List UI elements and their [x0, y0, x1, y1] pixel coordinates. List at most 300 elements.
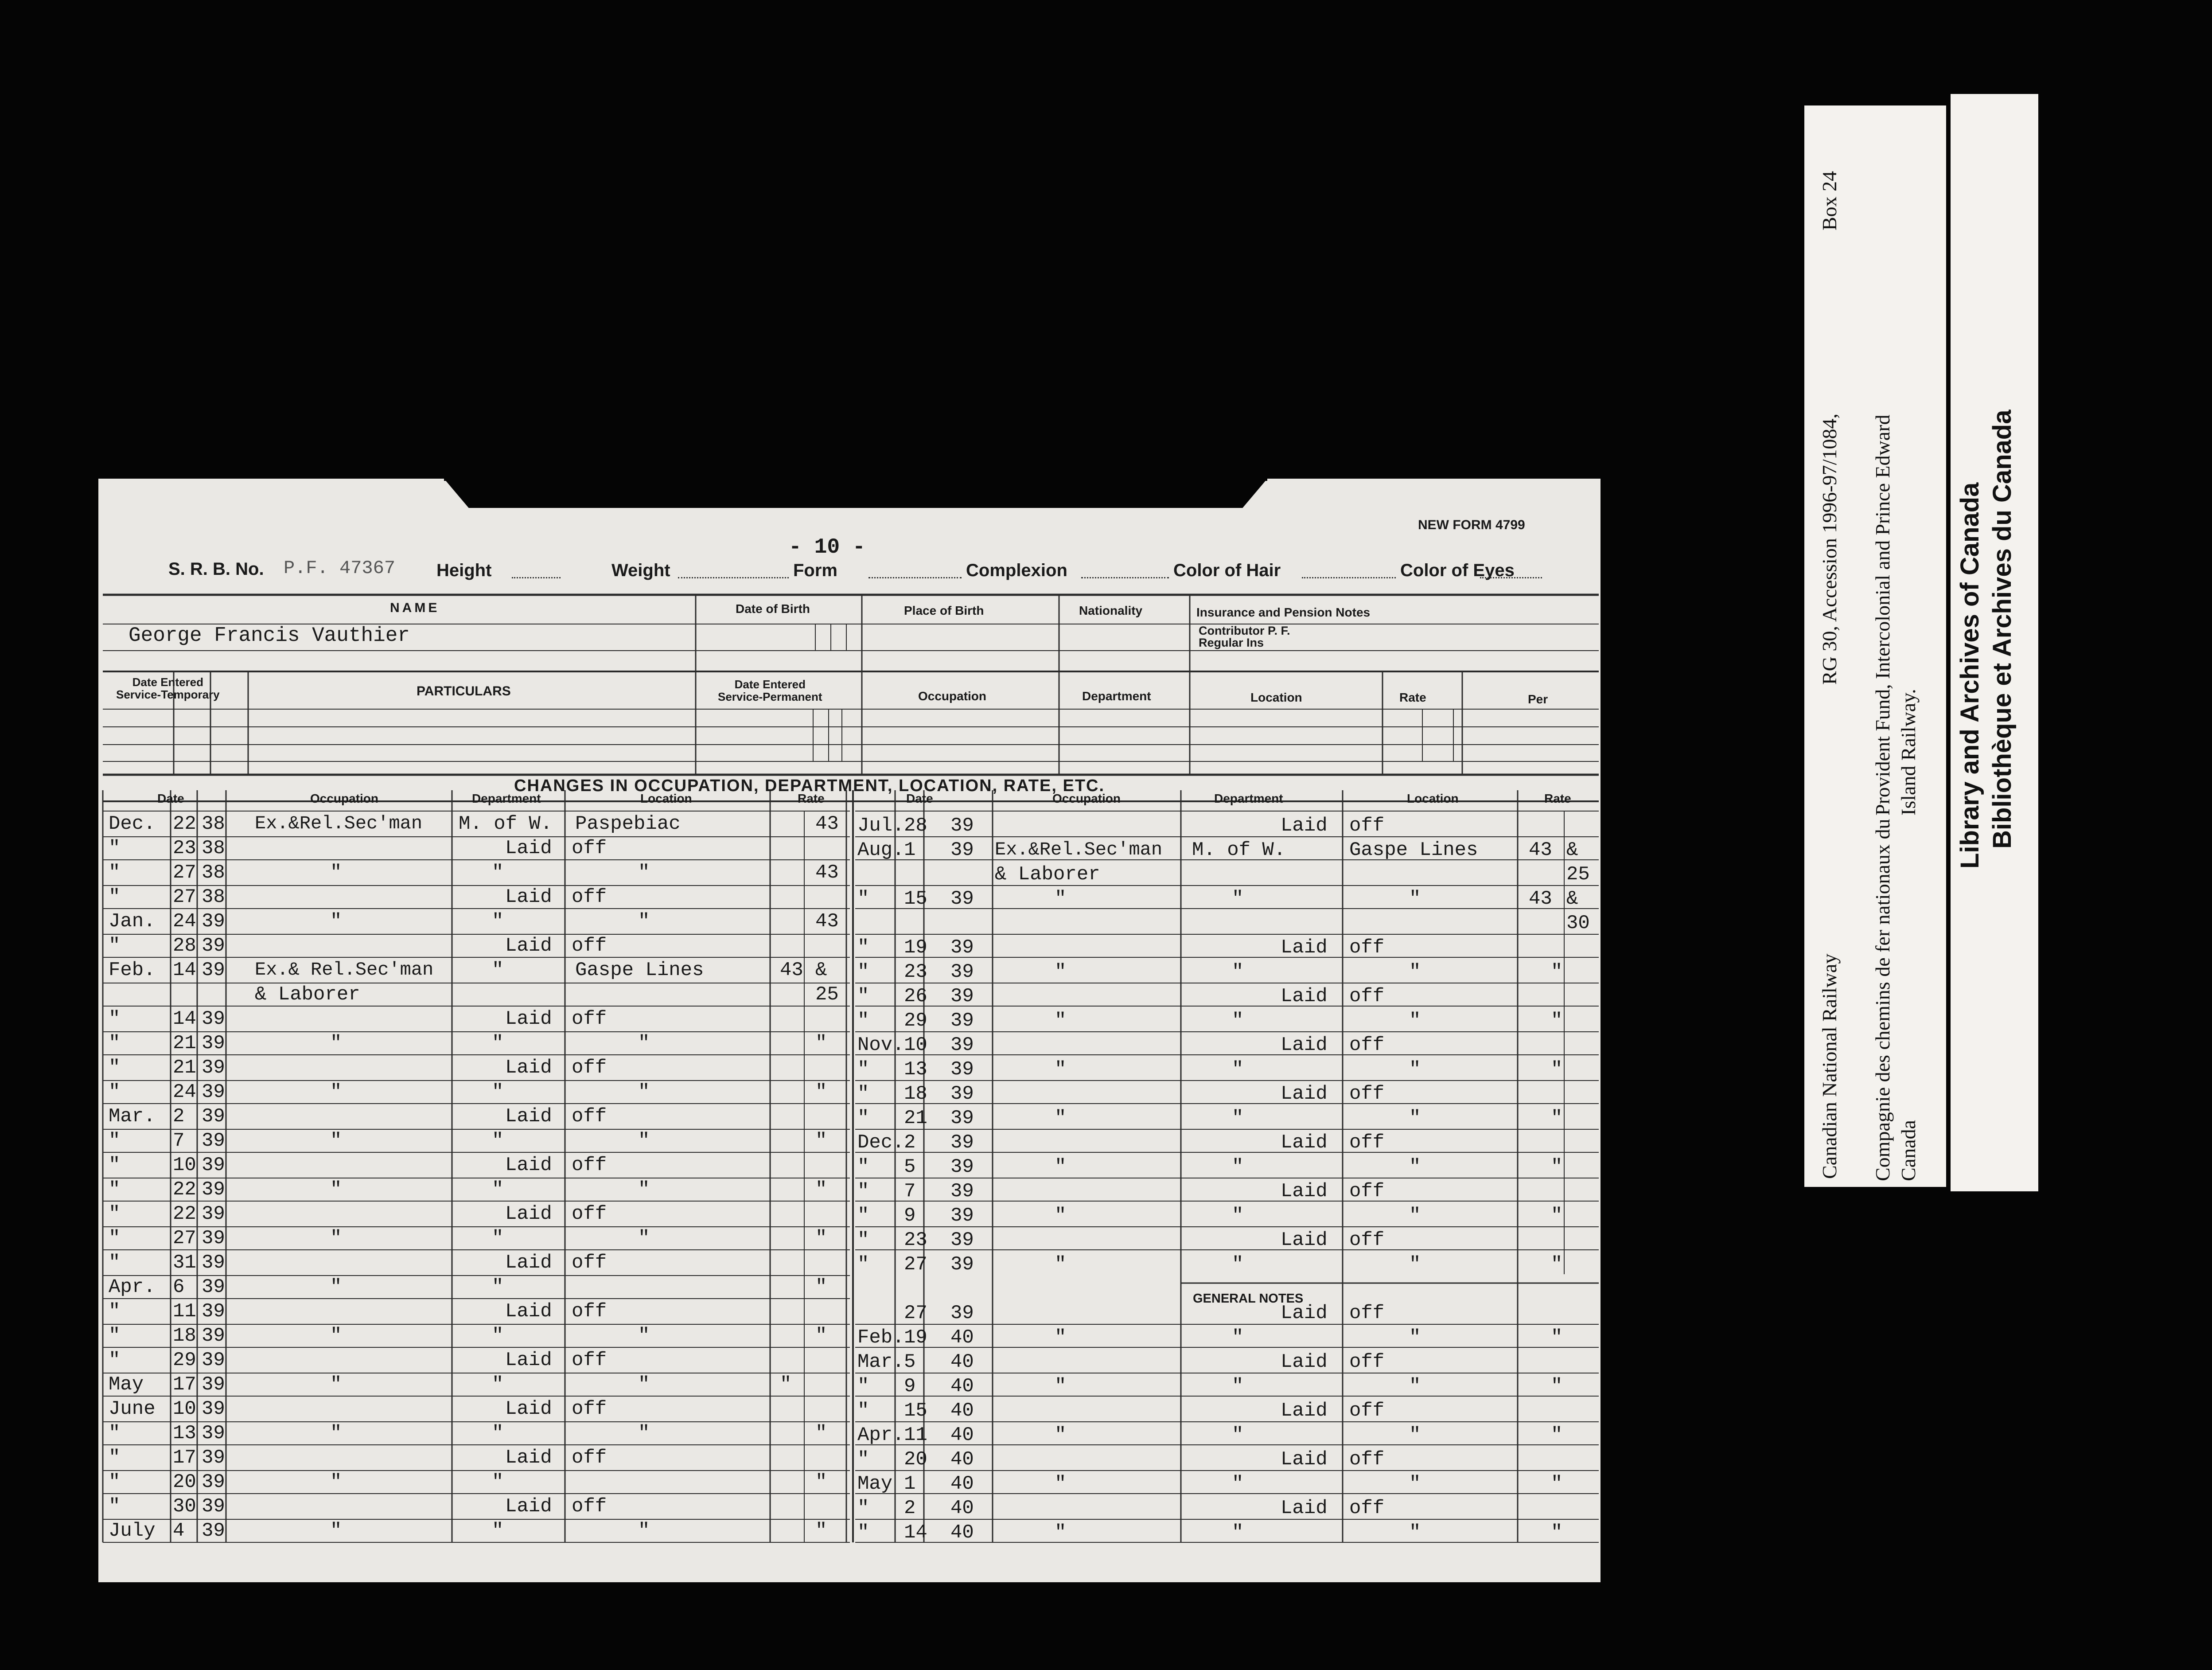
right-row-location: " [1409, 1156, 1421, 1178]
left-row-year: 39 [202, 935, 225, 957]
left-row-department: " [492, 1130, 504, 1152]
left-row-department: Laid [505, 1008, 552, 1030]
right-row-rate: 43 [1529, 888, 1552, 910]
right-row-department: " [1232, 1327, 1244, 1349]
left-row-rate-extra: " [815, 1471, 827, 1493]
dob-header: Date of Birth [736, 602, 810, 616]
right-row-location: Gaspe Lines [1349, 839, 1478, 861]
right-row-year: 39 [950, 1107, 974, 1129]
right-row-department: Laid [1281, 936, 1328, 959]
left-row-day: 30 [173, 1495, 196, 1518]
left-row-location: off [572, 1495, 607, 1518]
right-row-year: 40 [950, 1473, 974, 1495]
left-row-month: Feb. [109, 959, 156, 981]
right-row-rate: " [1551, 1375, 1563, 1397]
right-row-day: 5 [904, 1156, 916, 1178]
left-row-day: 17 [173, 1447, 196, 1469]
left-row-year: 39 [202, 1130, 225, 1152]
right-row-occupation: " [1055, 1522, 1067, 1544]
left-row-location: " [638, 862, 650, 884]
right-row-occupation: " [1055, 1205, 1067, 1227]
left-row-location: " [638, 1325, 650, 1347]
left-row-department: Laid [505, 886, 552, 908]
right-row-location: off [1349, 1448, 1385, 1471]
left-row-year: 39 [202, 959, 225, 981]
left-row-day: 14 [173, 1008, 196, 1030]
right-row-department: Laid [1281, 1302, 1328, 1324]
left-row-department: Laid [505, 837, 552, 859]
right-row-month: " [857, 1107, 869, 1129]
left-row-year: 39 [202, 1057, 225, 1079]
left-row-year: 39 [202, 1300, 225, 1323]
left-row-location: off [572, 1154, 607, 1176]
left-row-rate-extra: " [815, 1422, 827, 1444]
left-row-location: Gaspe Lines [575, 959, 704, 981]
left-row-location: off [572, 1008, 607, 1030]
right-row-day: 26 [904, 985, 927, 1007]
left-row-day: 27 [173, 862, 196, 884]
right-row-location: " [1409, 1522, 1421, 1544]
left-row-occupation: " [330, 1178, 342, 1201]
left-row-day: 24 [173, 910, 196, 933]
right-row-day: 21 [904, 1107, 927, 1129]
left-location-header: Location [640, 792, 692, 805]
right-row-department: " [1232, 1107, 1244, 1129]
right-row-location: " [1409, 1253, 1421, 1276]
left-department-header: Department [472, 792, 541, 805]
left-row-rate-extra: 25 [815, 983, 839, 1006]
left-row-location: off [572, 1252, 607, 1274]
left-row-year: 38 [202, 886, 225, 908]
left-row-month: " [109, 1227, 121, 1249]
right-row-department: Laid [1281, 1351, 1328, 1373]
right-row-year: 39 [950, 985, 974, 1007]
left-row-month: " [109, 1252, 121, 1274]
left-row-month: " [109, 1057, 121, 1079]
left-row-year: 39 [202, 1154, 225, 1176]
right-row-day: 19 [904, 936, 927, 959]
right-row-year: 40 [950, 1351, 974, 1373]
left-row-occupation: " [330, 1325, 342, 1347]
right-row-month: " [857, 1180, 869, 1202]
right-row-department: " [1232, 1522, 1244, 1544]
right-row-day: 23 [904, 1229, 927, 1251]
left-row-rate-extra: " [815, 1227, 827, 1249]
right-row-occupation: " [1055, 1473, 1067, 1495]
physical-field-weight: Weight [611, 561, 670, 580]
right-row-month: Mar. [857, 1351, 904, 1373]
left-row-month: " [109, 1447, 121, 1469]
left-row-location: " [638, 1081, 650, 1103]
left-row-location: off [572, 1447, 607, 1469]
right-row-day: 2 [904, 1497, 916, 1519]
left-row-day: 21 [173, 1057, 196, 1079]
left-row-month: June [109, 1398, 156, 1420]
right-row-day: 27 [904, 1302, 927, 1324]
left-row-department: " [492, 862, 504, 884]
left-row-occupation: " [330, 1032, 342, 1054]
left-row-rate-extra: " [815, 1325, 827, 1347]
srb-label: S. R. B. No. [168, 559, 264, 579]
left-row-day: 17 [173, 1373, 196, 1396]
left-row-occupation: Ex.& Rel.Sec'man [255, 959, 434, 980]
left-row-occupation: " [330, 1130, 342, 1152]
left-row-location: off [572, 1300, 607, 1323]
right-row-day: 23 [904, 961, 927, 983]
left-row-month: " [109, 862, 121, 884]
right-row-month: Dec. [857, 1132, 904, 1154]
left-row-day: 4 [173, 1520, 185, 1542]
right-row-rate: " [1551, 1522, 1563, 1544]
right-row-year: 40 [950, 1497, 974, 1519]
left-row-day: 23 [173, 837, 196, 859]
right-row-rate-extra: 30 [1566, 912, 1590, 934]
left-row-department: Laid [505, 1105, 552, 1128]
left-row-location: " [638, 1373, 650, 1396]
left-row-month: July [109, 1520, 156, 1542]
left-row-day: 14 [173, 959, 196, 981]
right-row-month: " [857, 961, 869, 983]
particulars-header: PARTICULARS [417, 684, 511, 698]
physical-field-height: Height [436, 561, 492, 580]
left-row-occupation: " [330, 862, 342, 884]
right-row-month: " [857, 1229, 869, 1251]
right-row-occupation: " [1055, 1327, 1067, 1349]
right-row-month: " [857, 1010, 869, 1032]
right-row-department: " [1232, 1473, 1244, 1495]
left-row-department: " [492, 959, 504, 981]
right-row-location: off [1349, 1400, 1385, 1422]
left-row-occupation: " [330, 1520, 342, 1542]
left-row-location: Paspebiac [575, 813, 681, 835]
right-row-department: Laid [1281, 1497, 1328, 1519]
right-row-location: " [1409, 1058, 1421, 1081]
left-row-day: 10 [173, 1398, 196, 1420]
right-row-department: " [1232, 1253, 1244, 1276]
right-row-month: Aug. [857, 839, 904, 861]
right-row-year: 40 [950, 1522, 974, 1544]
left-row-year: 39 [202, 1398, 225, 1420]
right-row-location: " [1409, 1010, 1421, 1032]
left-row-location: off [572, 1105, 607, 1128]
right-row-rate: " [1551, 1107, 1563, 1129]
left-row-rate-extra: " [815, 1032, 827, 1054]
left-row-day: 27 [173, 886, 196, 908]
left-row-day: 6 [173, 1276, 185, 1298]
left-row-month: Apr. [109, 1276, 156, 1298]
right-row-location: off [1349, 936, 1385, 959]
right-row-month: " [857, 1522, 869, 1544]
left-row-department: " [492, 1471, 504, 1493]
right-row-month: " [857, 985, 869, 1007]
right-row-year: 39 [950, 888, 974, 910]
right-row-location: " [1409, 1424, 1421, 1446]
right-row-year: 40 [950, 1424, 974, 1446]
date-entered-permanent-header: Date Entered Service-Permanent [718, 678, 822, 703]
left-row-department: " [492, 1081, 504, 1103]
right-row-occupation: " [1055, 1156, 1067, 1178]
right-row-day: 15 [904, 888, 927, 910]
left-row-day: 22 [173, 1178, 196, 1201]
left-row-month: May [109, 1373, 144, 1396]
left-row-location: " [638, 1227, 650, 1249]
left-row-department: " [492, 1520, 504, 1542]
page-number: - 10 - [789, 535, 865, 559]
right-row-location: off [1349, 815, 1385, 837]
left-row-day: 18 [173, 1325, 196, 1347]
left-row-month: " [109, 1325, 121, 1347]
employee-name: George Francis Vauthier [129, 624, 410, 647]
left-row-rate-extra: " [815, 1178, 827, 1201]
left-row-occupation: " [330, 1373, 342, 1396]
right-row-department: Laid [1281, 1448, 1328, 1471]
left-row-occupation: " [330, 910, 342, 933]
right-row-location: off [1349, 1302, 1385, 1324]
right-row-rate: " [1551, 1156, 1563, 1178]
right-row-day: 27 [904, 1253, 927, 1276]
right-row-occupation: & Laborer [995, 863, 1100, 886]
right-row-day: 1 [904, 1473, 916, 1495]
left-row-location: off [572, 886, 607, 908]
left-row-rate-extra: " [815, 1520, 827, 1542]
left-row-department: Laid [505, 1300, 552, 1323]
left-row-year: 38 [202, 837, 225, 859]
left-row-year: 38 [202, 862, 225, 884]
left-row-location: " [638, 910, 650, 933]
left-row-rate-extra: 43 [815, 862, 839, 884]
left-row-occupation: " [330, 1227, 342, 1249]
left-row-day: 31 [173, 1252, 196, 1274]
top-location-header: Location [1250, 691, 1302, 704]
right-row-year: 39 [950, 839, 974, 861]
top-occupation-header: Occupation [918, 689, 987, 703]
archive-line-compagnie: Compagnie des chemins de fer nationaux du [1871, 819, 1894, 1181]
right-row-month: Nov. [857, 1034, 904, 1056]
right-row-department: M. of W. [1192, 839, 1286, 861]
left-row-year: 39 [202, 1032, 225, 1054]
right-row-month: " [857, 1156, 869, 1178]
left-row-day: 7 [173, 1130, 185, 1152]
right-row-location: " [1409, 1107, 1421, 1129]
left-row-year: 39 [202, 1373, 225, 1396]
left-row-department: " [492, 1422, 504, 1444]
right-row-year: 39 [950, 1302, 974, 1324]
left-row-month: " [109, 935, 121, 957]
left-row-location: " [638, 1032, 650, 1054]
left-row-occupation: " [330, 1081, 342, 1103]
left-row-year: 39 [202, 1447, 225, 1469]
physical-field-complexion: Complexion [966, 561, 1067, 580]
right-row-day: 2 [904, 1132, 916, 1154]
left-row-month: " [109, 837, 121, 859]
right-row-location: " [1409, 1473, 1421, 1495]
insurance-header: Insurance and Pension Notes [1196, 605, 1371, 619]
left-row-day: 11 [173, 1300, 196, 1323]
right-row-year: 39 [950, 1083, 974, 1105]
right-row-year: 40 [950, 1400, 974, 1422]
right-row-rate: " [1551, 1424, 1563, 1446]
left-row-day: 27 [173, 1227, 196, 1249]
left-row-month: " [109, 1032, 121, 1054]
right-row-occupation: " [1055, 1058, 1067, 1081]
left-row-year: 39 [202, 1471, 225, 1493]
left-row-month: " [109, 1203, 121, 1225]
left-row-department: " [492, 1325, 504, 1347]
left-row-rate-extra: 43 [815, 910, 839, 933]
right-row-occupation: " [1055, 961, 1067, 983]
right-row-month: " [857, 1400, 869, 1422]
right-row-year: 40 [950, 1327, 974, 1349]
right-row-occupation: " [1055, 1424, 1067, 1446]
insurance-notes: Contributor P. F. Regular Ins [1199, 624, 1290, 649]
left-row-year: 39 [202, 1349, 225, 1371]
right-row-year: 39 [950, 1253, 974, 1276]
right-row-rate: " [1551, 1327, 1563, 1349]
left-row-rate-extra: " [815, 1130, 827, 1152]
right-row-day: 7 [904, 1180, 916, 1202]
left-date-header: Date [157, 792, 184, 805]
form-number: NEW FORM 4799 [1418, 518, 1525, 532]
left-row-year: 39 [202, 1008, 225, 1030]
left-row-month: " [109, 1495, 121, 1518]
archive-line-box: Box 24 [1818, 171, 1841, 230]
left-row-month: " [109, 1178, 121, 1201]
right-department-header: Department [1214, 792, 1283, 805]
right-row-location: " [1409, 1375, 1421, 1397]
left-row-department: Laid [505, 1495, 552, 1518]
left-row-day: 10 [173, 1154, 196, 1176]
left-row-department: " [492, 1032, 504, 1054]
right-row-location: off [1349, 1229, 1385, 1251]
right-row-month: " [857, 1375, 869, 1397]
right-row-location: " [1409, 961, 1421, 983]
left-row-day: 20 [173, 1471, 196, 1493]
archive-line-island: Island Railway. [1897, 689, 1920, 815]
left-row-department: Laid [505, 1447, 552, 1469]
right-row-day: 10 [904, 1034, 927, 1056]
left-row-month: " [109, 1422, 121, 1444]
left-row-year: 39 [202, 1252, 225, 1274]
date-entered-temporary-header: Date Entered Service-Temporary [116, 675, 220, 701]
lac-french: Bibliothèque et Archives du Canada [1988, 410, 2017, 849]
left-row-month: " [109, 1300, 121, 1323]
right-row-location: off [1349, 1132, 1385, 1154]
right-row-occupation: " [1055, 888, 1067, 910]
left-row-location: " [638, 1130, 650, 1152]
left-row-rate: 43 [780, 959, 803, 981]
right-row-department: Laid [1281, 1132, 1328, 1154]
right-row-occupation: " [1055, 1107, 1067, 1129]
right-row-day: 5 [904, 1351, 916, 1373]
right-row-year: 39 [950, 1058, 974, 1081]
right-location-header: Location [1407, 792, 1459, 805]
left-row-department: Laid [505, 1154, 552, 1176]
left-occupation-header: Occupation [310, 792, 379, 805]
srb-value: P.F. 47367 [284, 558, 396, 579]
right-row-location: " [1409, 888, 1421, 910]
right-row-year: 39 [950, 1010, 974, 1032]
right-row-department: " [1232, 1010, 1244, 1032]
left-row-month: " [109, 1471, 121, 1493]
right-row-location: off [1349, 1034, 1385, 1056]
right-row-year: 40 [950, 1448, 974, 1471]
right-row-department: " [1232, 1058, 1244, 1081]
right-row-day: 13 [904, 1058, 927, 1081]
left-row-department: " [492, 1276, 504, 1298]
left-row-day: 22 [173, 1203, 196, 1225]
left-row-location: off [572, 1349, 607, 1371]
right-row-day: 1 [904, 839, 916, 861]
left-row-month: Mar. [109, 1105, 156, 1128]
left-row-occupation: Ex.&Rel.Sec'man [255, 813, 423, 834]
right-row-day: 14 [904, 1522, 927, 1544]
left-row-occupation: " [330, 1422, 342, 1444]
left-row-department: Laid [505, 1349, 552, 1371]
right-row-department: Laid [1281, 815, 1328, 837]
right-row-day: 15 [904, 1400, 927, 1422]
right-row-rate: " [1551, 1253, 1563, 1276]
right-row-location: off [1349, 1180, 1385, 1202]
right-row-location: " [1409, 1327, 1421, 1349]
archive-line-provident: Provident Fund, Intercolonial and Prince Edward [1871, 414, 1894, 815]
right-row-occupation: Ex.&Rel.Sec'man [995, 839, 1163, 860]
right-row-day: 11 [904, 1424, 927, 1446]
right-row-year: 39 [950, 1180, 974, 1202]
left-row-department: Laid [505, 1057, 552, 1079]
left-row-day: 28 [173, 935, 196, 957]
right-row-department: " [1232, 1156, 1244, 1178]
left-row-department: Laid [505, 935, 552, 957]
left-row-location: " [638, 1422, 650, 1444]
left-row-rate-extra: 43 [815, 813, 839, 835]
right-row-year: 40 [950, 1375, 974, 1397]
right-row-department: " [1232, 1424, 1244, 1446]
physical-field-color-of-eyes: Color of Eyes [1400, 561, 1515, 580]
right-row-occupation: " [1055, 1010, 1067, 1032]
left-row-year: 39 [202, 910, 225, 933]
right-row-department: Laid [1281, 1229, 1328, 1251]
top-department-header: Department [1082, 689, 1151, 703]
left-row-department: " [492, 1227, 504, 1249]
left-row-day: 29 [173, 1349, 196, 1371]
left-row-year: 39 [202, 1422, 225, 1444]
right-row-location: off [1349, 1497, 1385, 1519]
left-row-occupation: " [330, 1471, 342, 1493]
right-row-location: " [1409, 1205, 1421, 1227]
left-row-month: " [109, 1130, 121, 1152]
physical-field-form: Form [793, 561, 837, 580]
left-row-day: 22 [173, 813, 196, 835]
archive-line-railway: Canadian National Railway [1818, 953, 1841, 1179]
general-notes-title: GENERAL NOTES [1193, 1292, 1304, 1306]
right-row-location: off [1349, 1351, 1385, 1373]
left-row-location: " [638, 1520, 650, 1542]
left-row-rate-extra: " [815, 1276, 827, 1298]
left-rate-header: Rate [798, 792, 825, 805]
right-row-department: Laid [1281, 1180, 1328, 1202]
right-rate-header: Rate [1544, 792, 1571, 805]
right-row-department: Laid [1281, 1034, 1328, 1056]
physical-field-color-of-hair: Color of Hair [1173, 561, 1281, 580]
left-row-year: 39 [202, 1495, 225, 1518]
left-row-occupation: & Laborer [255, 983, 360, 1006]
right-row-rate: " [1551, 961, 1563, 983]
left-row-department: " [492, 910, 504, 933]
right-row-month: " [857, 1058, 869, 1081]
right-row-occupation: " [1055, 1375, 1067, 1397]
left-row-year: 39 [202, 1178, 225, 1201]
left-row-department: " [492, 1373, 504, 1396]
